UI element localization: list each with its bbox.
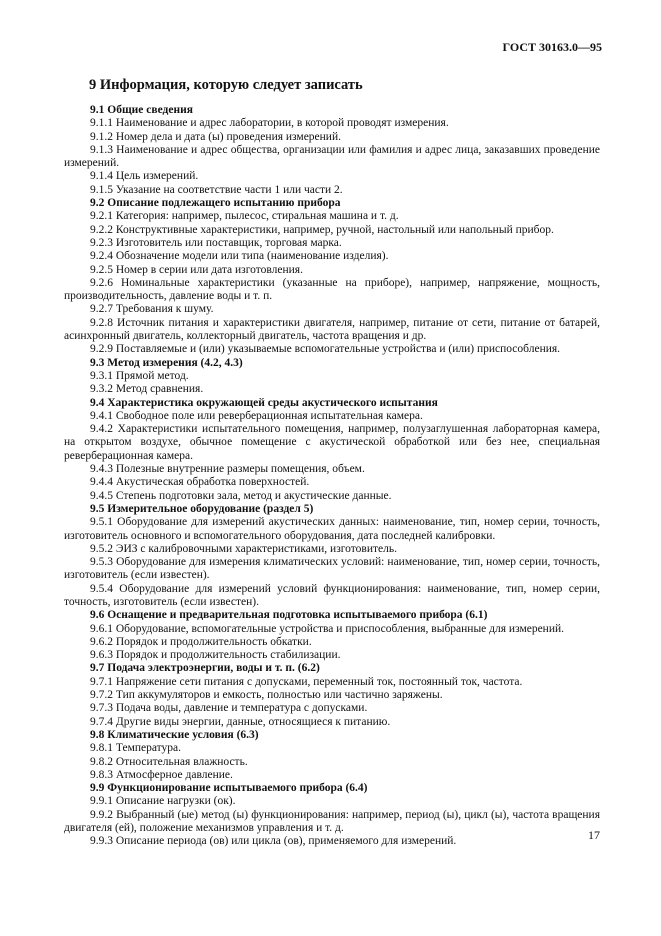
paragraph: 9.9.3 Описание периода (ов) или цикла (ов), применяемого для измерений. [90,835,457,848]
paragraph: 9.4.1 Свободное поле или реверберационная испытательная камера. [90,409,423,422]
paragraph: 9.2.8 Источник питания и характеристики двигателя, например, питание от сети, питание от батарей, асинхронный двигатель, коллекторный двигатель, частота вращения и др. [64,316,600,343]
paragraph: 9.1.2 Номер дела и дата (ы) проведения измерений. [90,130,341,143]
paragraph: 9.2.3 Изготовитель или поставщик, торговая марка. [90,236,342,249]
section-heading: 9.2 Описание подлежащего испытанию прибора [90,197,341,210]
paragraph: 9.2.5 Номер в серии или дата изготовления. [90,263,303,276]
section-9-4 [64,397,600,503]
paragraph: 9.6.1 Оборудование, вспомогательные устройства и приспособления, выбранные для измерений. [90,622,565,635]
paragraph: 9.2.6 Номинальные характеристики (указанные на приборе), например, напряжение, мощность, производительность, давление воды и т. п. [64,276,600,303]
paragraph: 9.3.1 Прямой метод. [90,369,189,382]
section-9-3 [64,357,600,397]
paragraph: 9.4.2 Характеристики испытательного помещения, например, полузаглушенная лабораторная камера, на открытом воздухе, обычное помещение с акустической обработкой или без нее, специальная реверберационная камера. [64,423,600,462]
paragraph: 9.7.4 Другие виды энергии, данные, относящиеся к питанию. [90,715,391,728]
paragraph: 9.4.3 Полезные внутренние размеры помещения, объем. [90,463,365,476]
section-heading: 9.8 Климатические условия (6.3) [90,728,259,741]
paragraph: 9.2.7 Требования к шуму. [90,303,214,316]
section-9-9 [64,782,600,848]
section-heading: 9.1 Общие сведения [90,104,193,116]
paragraph: 9.5.2 ЭИЗ с калибровочными характеристиками, изготовитель. [90,542,397,555]
section-9-2 [64,197,600,357]
section-9-8 [64,729,600,782]
paragraph: 9.5.1 Оборудование для измерений акустических данных: наименование, тип, номер серии, точность, изготовитель основного и вспомогательного оборудования, дата последней калибровки. [64,516,600,542]
section-9-6 [64,609,600,662]
paragraph: 9.8.3 Атмосферное давление. [90,768,233,781]
document-number: ГОСТ 30163.0—95 [502,40,602,54]
section-9-5 [64,503,600,609]
page-number: 17 [588,828,600,842]
section-9-1 [64,104,600,197]
paragraph: 9.4.4 Акустическая обработка поверхностей. [90,476,310,489]
section-heading: 9.4 Характеристика окружающей среды акустического испытания [90,396,438,409]
paragraph: 9.8.2 Относительная влажность. [90,755,248,768]
paragraph: 9.5.4 Оборудование для измерений условий функционирования: наименование, тип, номер серии, точность, изготовитель (если известен). [64,582,600,608]
paragraph: 9.1.4 Цель измерений. [90,170,199,183]
paragraph: 9.6.3 Порядок и продолжительность стабилизации. [90,649,341,662]
paragraph: 9.4.5 Степень подготовки зала, метод и акустические данные. [90,489,392,502]
document-body [64,104,600,849]
section-heading: 9.5 Измерительное оборудование (раздел 5) [90,502,314,515]
paragraph: 9.6.2 Порядок и продолжительность обкатки. [90,635,312,648]
paragraph: 9.2.1 Категория: например, пылесос, стиральная машина и т. д. [90,210,399,223]
section-heading: 9.3 Метод измерения (4.2, 4.3) [90,356,243,369]
section-heading: 9.7 Подача электроэнергии, воды и т. п. (6.2) [90,662,320,675]
paragraph: 9.7.1 Напряжение сети питания с допусками, переменный ток, постоянный ток, частота. [90,675,523,688]
paragraph: 9.9.1 Описание нагрузки (ок). [90,795,236,808]
paragraph: 9.5.3 Оборудование для измерения климатических условий: наименование, тип, номер серии, точность, изготовитель (если известен). [64,556,600,582]
paragraph: 9.1.1 Наименование и адрес лаборатории, в которой проводят измерения. [90,117,449,130]
section-9-7 [64,662,600,728]
paragraph: 9.2.9 Поставляемые и (или) указываемые вспомогательные устройства и (или) приспособления. [90,343,561,356]
paragraph: 9.7.2 Тип аккумуляторов и емкость, полностью или частично заряжены. [90,689,443,702]
section-title: 9 Информация, которую следует записать [89,77,363,93]
paragraph: 9.7.3 Подача воды, давление и температура с допусками. [90,702,368,715]
paragraph: 9.3.2 Метод сравнения. [90,383,204,396]
paragraph: 9.2.4 Обозначение модели или типа (наименование изделия). [90,250,389,263]
paragraph: 9.1.5 Указание на соответствие части 1 или части 2. [90,183,343,196]
section-heading: 9.9 Функционирование испытываемого прибора (6.4) [90,782,368,795]
paragraph: 9.9.2 Выбранный (ые) метод (ы) функционирования: например, период (ы), цикл (ы), частота вращения двигателя (ей), положение механизмов управления и т. д. [64,808,600,835]
paragraph: 9.8.1 Температура. [90,742,182,755]
paragraph: 9.1.3 Наименование и адрес общества, организации или фамилия и адрес лица, заказавших проведение измерений. [64,143,600,170]
paragraph: 9.2.2 Конструктивные характеристики, например, ручной, настольный или напольный прибор. [90,223,554,236]
section-heading: 9.6 Оснащение и предварительная подготовка испытываемого прибора (6.1) [90,609,488,622]
